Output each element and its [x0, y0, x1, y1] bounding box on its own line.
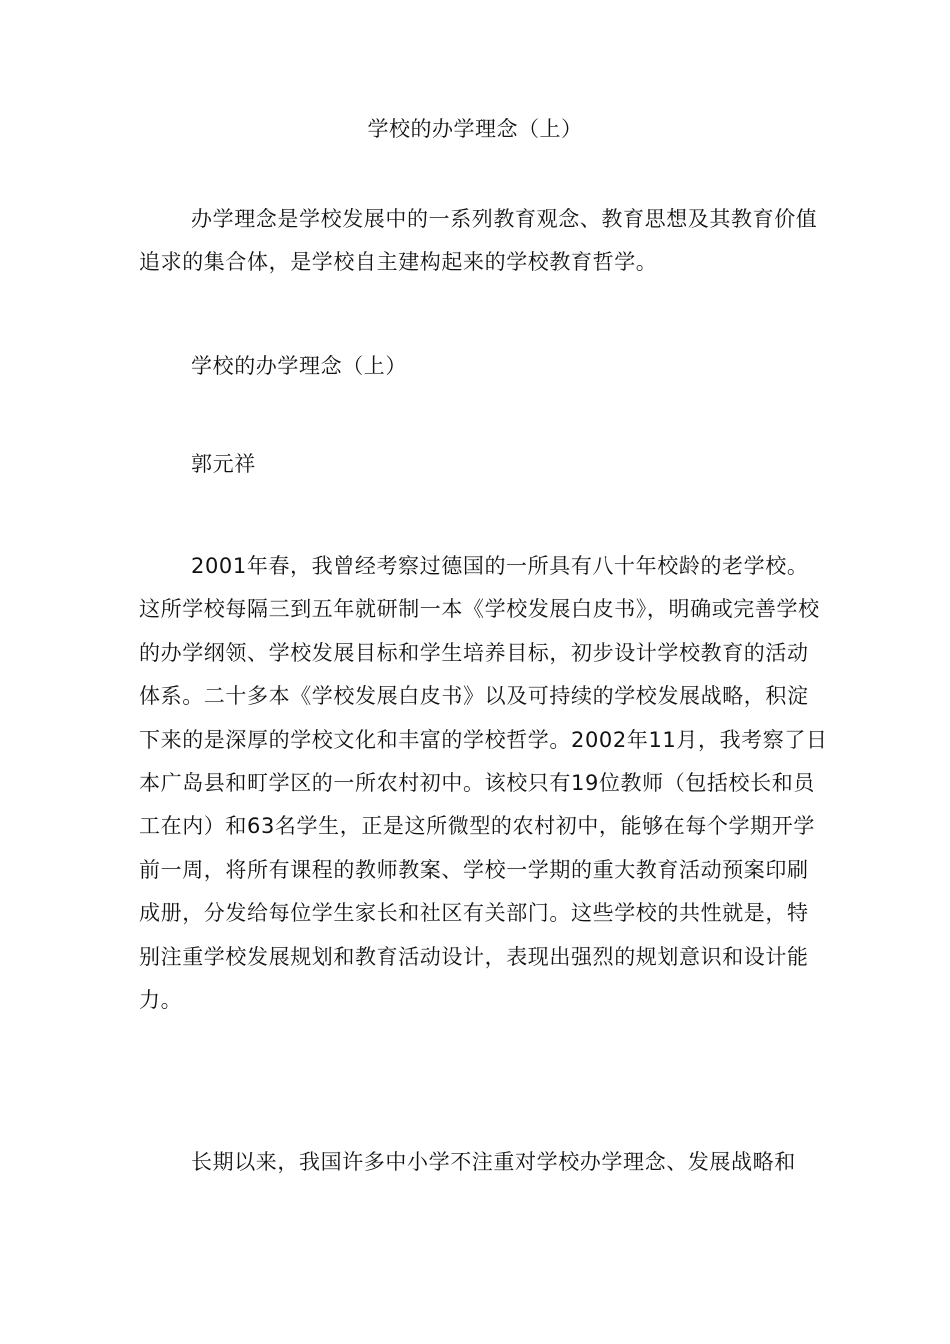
author-name: 郭元祥	[191, 452, 256, 476]
subtitle-paragraph: 学校的办学理念（上）	[191, 354, 407, 378]
document-title: 学校的办学理念（上）	[367, 117, 583, 141]
body-paragraph: 2001年春，我曾经考察过德国的一所具有八十年校龄的老学校。这所学校每隔三到五年就研制一本《学校发展白皮书》，明确或完善学校的办学纲领、学校发展目标和学生培养目标，初步设计学校教育的活动体系。二十多本《学校发展白皮书》以及可持续的学校发展战略，积淀下来的是深厚的学校文化和丰富的学校哲学。2002年11月，我考察了日本广岛县和町学区的一所农村初中。该校只有19位教师（包括校长和员工在内）和63名学生，正是这所微型的农村初中，能够在每个学期开学前一周，将所有课程的教师教案、学校一学期的重大教育活动预案印刷成册，分发给每位学生家长和社区有关部门。这些学校的共性就是，特别注重学校发展规划和教育活动设计，表现出强烈的规划意识和设计能力。	[139, 554, 828, 1013]
intro-paragraph: 办学理念是学校发展中的一系列教育观念、教育思想及其教育价值追求的集合体，是学校自主建构起来的学校教育哲学。	[139, 207, 818, 275]
body-paragraph-continued: 长期以来，我国许多中小学不注重对学校办学理念、发展战略和	[191, 1150, 796, 1174]
